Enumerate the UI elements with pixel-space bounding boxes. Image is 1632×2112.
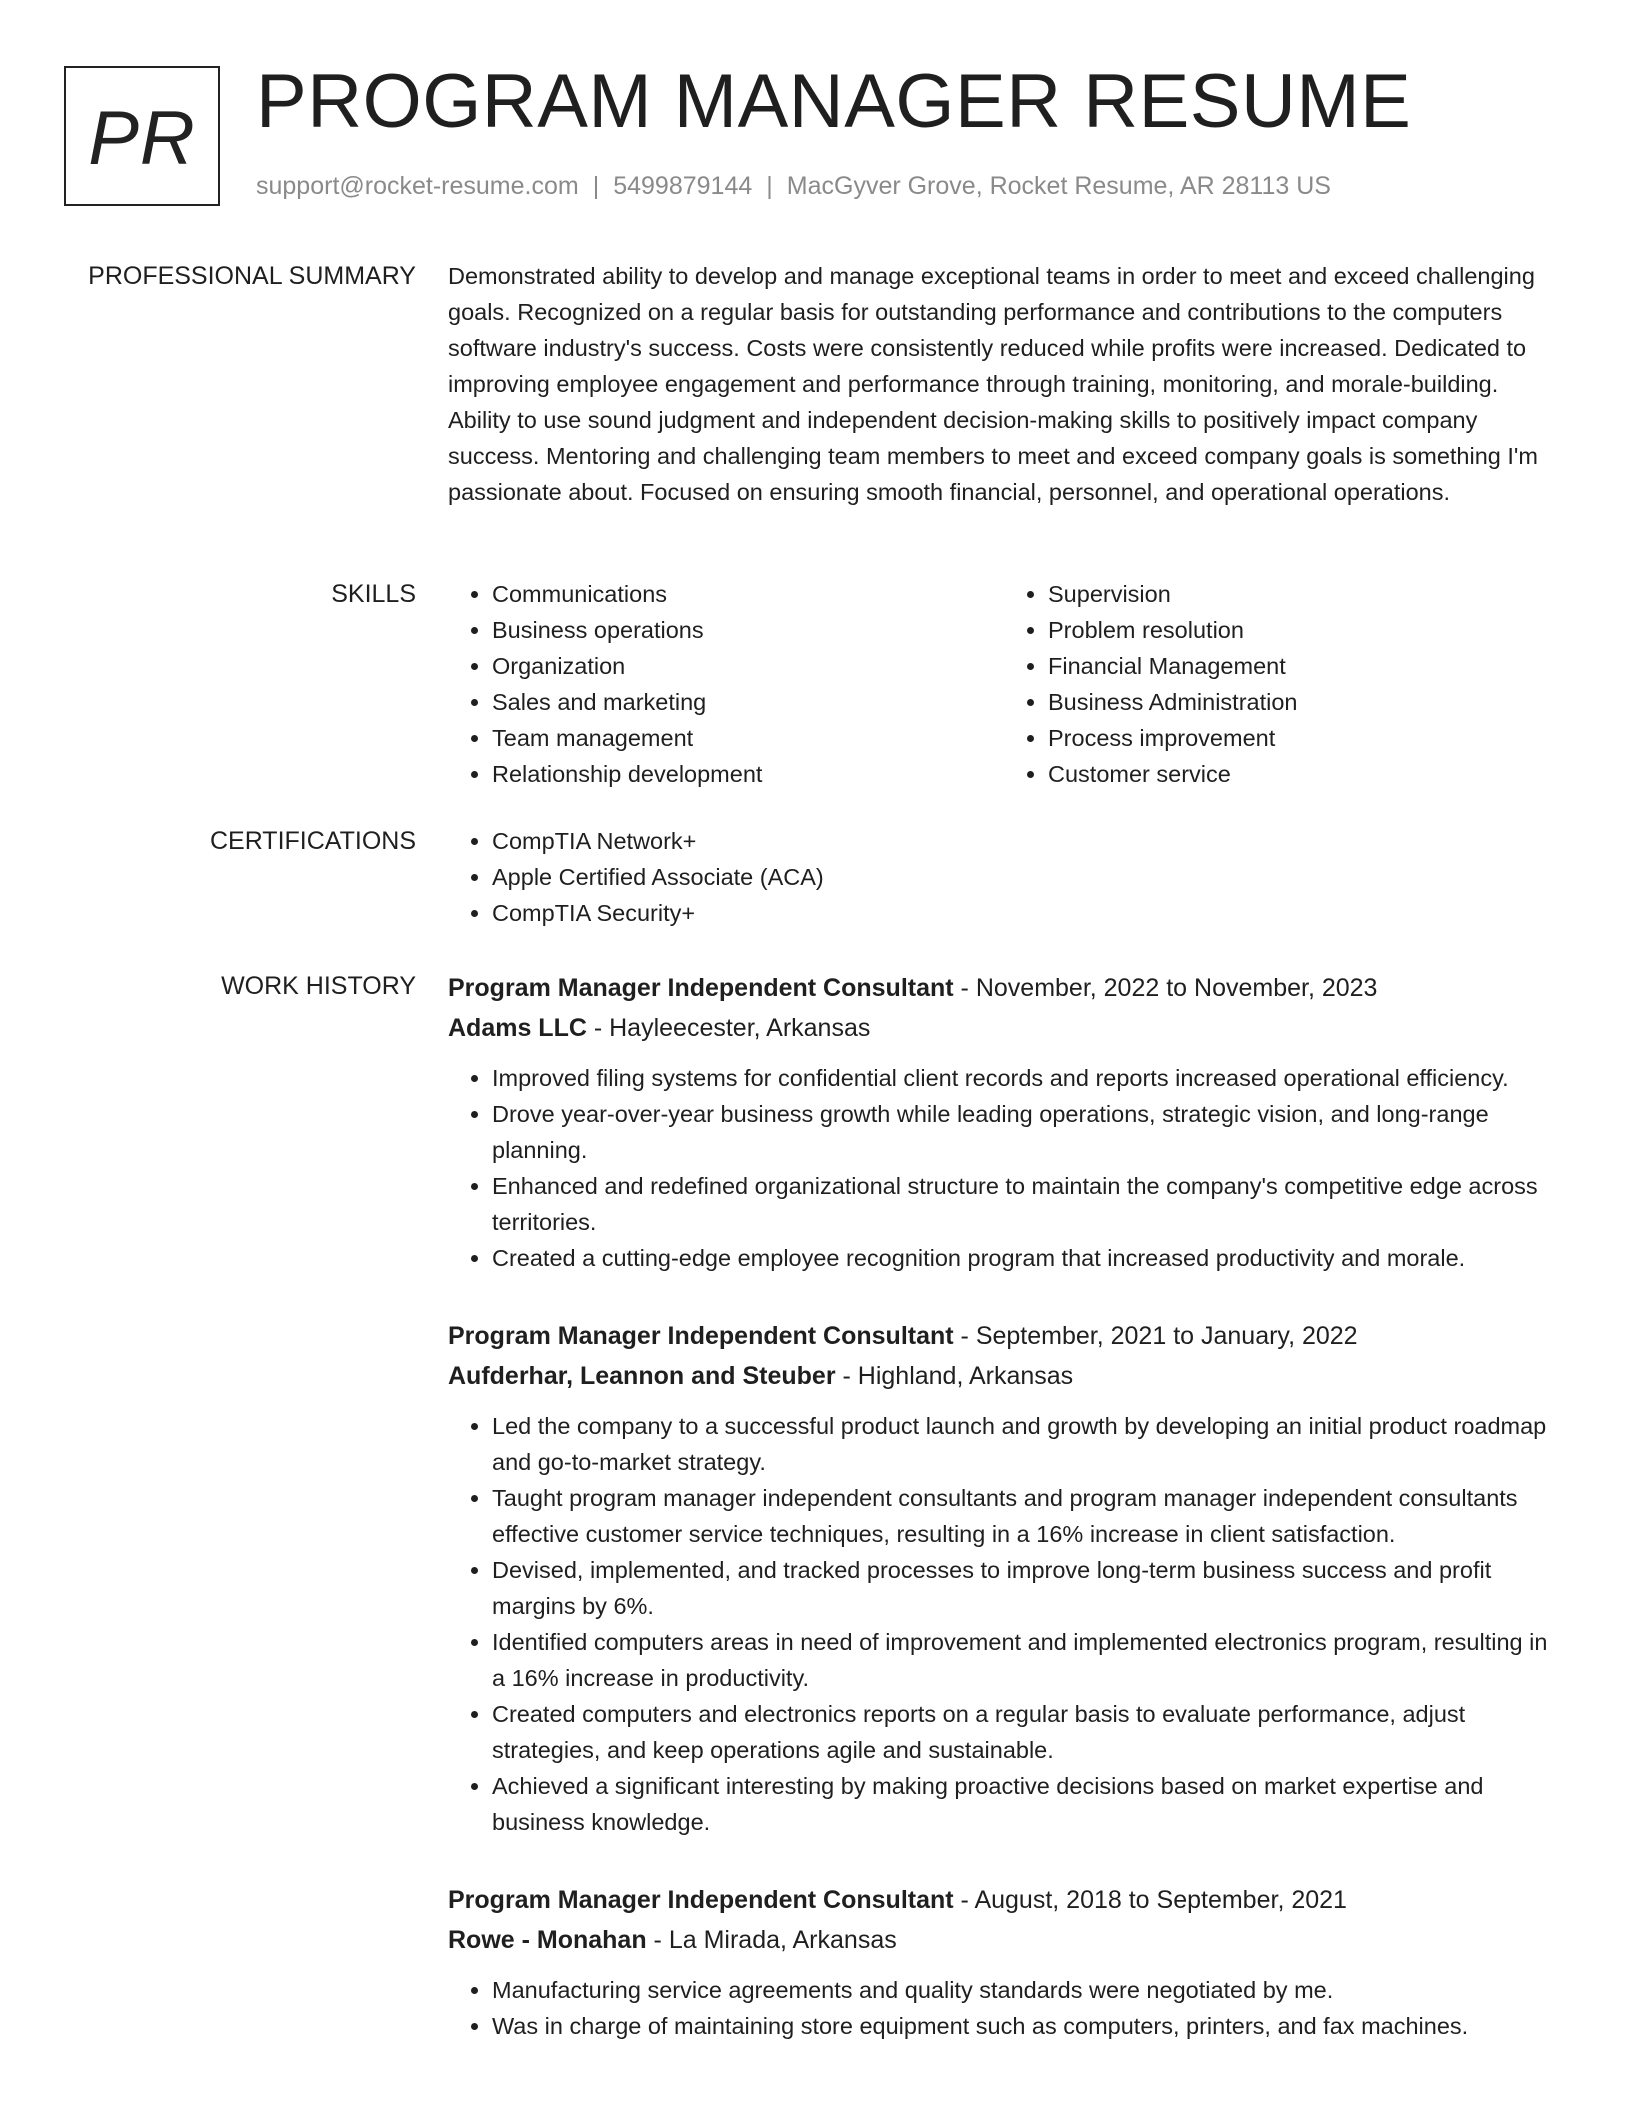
job-entry [448, 1880, 1560, 2044]
skills-list-right [1004, 576, 1560, 792]
job-title-line [448, 1880, 1560, 1920]
job-entry [448, 968, 1560, 1276]
job-company-line [448, 1920, 1560, 1960]
job-bullet: • Taught program manager independent consultants and program manager independent consultants effective customer service techniques, resulting in a 16% increase in client satisfaction. [492, 1480, 1560, 1552]
certifications-body [448, 823, 1560, 931]
summary-body [448, 258, 1560, 510]
skill-item: • Financial Management [1048, 648, 1560, 684]
job-bullet: • Improved filing systems for confidential client records and reports increased operational efficiency. [492, 1060, 1560, 1096]
job-dates: - November, 2022 to November, 2023 [953, 974, 1378, 1002]
job-company-line [448, 1356, 1560, 1396]
skills-list-left [448, 576, 1004, 792]
job-entry [448, 1316, 1560, 1840]
job-dates: - September, 2021 to January, 2022 [953, 1322, 1358, 1350]
certification-item: • CompTIA Network+ [492, 823, 1560, 859]
skills-heading: SKILLS [331, 580, 416, 608]
job-bullets [448, 1408, 1560, 1840]
contact-separator: | [592, 172, 600, 200]
job-location: - Highland, Arkansas [835, 1362, 1074, 1390]
job-bullet: • Created a cutting-edge employee recognition program that increased productivity and morale. [492, 1240, 1560, 1276]
job-bullet: • Enhanced and redefined organizational structure to maintain the company's competitive edge across territories. [492, 1168, 1560, 1240]
job-company: Adams LLC [448, 1014, 587, 1042]
job-dates: - August, 2018 to September, 2021 [953, 1886, 1347, 1914]
contact-separator: | [766, 172, 773, 200]
contact-phone: 5499879144 [613, 172, 753, 200]
skill-item: • Supervision [1048, 576, 1560, 612]
skill-item: • Business operations [492, 612, 1004, 648]
job-company-line [448, 1008, 1560, 1048]
job-bullet: • Was in charge of maintaining store equipment such as computers, printers, and fax machines. [492, 2008, 1560, 2044]
job-bullets [448, 1972, 1560, 2044]
contact-email: support@rocket-resume.com [256, 172, 579, 200]
job-title: Program Manager Independent Consultant [448, 974, 954, 1002]
skill-item: • Sales and marketing [492, 684, 1004, 720]
job-location: - La Mirada, Arkansas [646, 1926, 897, 1954]
resume-title: PROGRAM MANAGER RESUME [256, 59, 1412, 144]
summary-heading: PROFESSIONAL SUMMARY [88, 262, 416, 290]
skill-item: • Customer service [1048, 756, 1560, 792]
job-bullet: • Achieved a significant interesting by making proactive decisions based on market expertise and business knowledge. [492, 1768, 1560, 1840]
job-title-line [448, 968, 1560, 1008]
job-bullet: • Created computers and electronics reports on a regular basis to evaluate performance, adjust strategies, and keep operations agile and sustainable. [492, 1696, 1560, 1768]
certifications-list [448, 823, 1560, 931]
job-company: Aufderhar, Leannon and Steuber [448, 1362, 836, 1390]
certification-item: • CompTIA Security+ [492, 895, 1560, 931]
job-location: - Hayleecester, Arkansas [586, 1014, 871, 1042]
job-title-line [448, 1316, 1560, 1356]
contact-address: MacGyver Grove, Rocket Resume, AR 28113 US [786, 172, 1331, 200]
job-bullet: • Manufacturing service agreements and quality standards were negotiated by me. [492, 1972, 1560, 2008]
job-bullets [448, 1060, 1560, 1276]
job-company: Rowe - Monahan [448, 1926, 647, 1954]
monogram-initials: PR [88, 95, 196, 181]
work-history-heading: WORK HISTORY [221, 972, 416, 1000]
monogram-box [64, 66, 220, 206]
skill-item: • Business Administration [1048, 684, 1560, 720]
job-title: Program Manager Independent Consultant [448, 1886, 954, 1914]
skill-item: • Team management [492, 720, 1004, 756]
job-bullet: • Identified computers areas in need of improvement and implemented electronics program, resulting in a 16% increase in productivity. [492, 1624, 1560, 1696]
job-bullet: • Led the company to a successful product launch and growth by developing an initial product roadmap and go-to-market strategy. [492, 1408, 1560, 1480]
certification-item: • Apple Certified Associate (ACA) [492, 859, 1560, 895]
skill-item: • Problem resolution [1048, 612, 1560, 648]
work-history-body [448, 968, 1560, 2044]
summary-text: Demonstrated ability to develop and manage exceptional teams in order to meet and exceed challenging goals. Recognized on a regular basis for outstanding performance and contributions to the computers software industry's success. Costs were consistently reduced while profits were increased. Dedicated to improving employee engagement and performance through training, monitoring, and morale-building. Ability to use sound judgment and independent decision-making skills to positively impact company success. Mentoring and challenging team members to meet and exceed company goals is something I'm passionate about. Focused on ensuring smooth financial, personnel, and operational operations. [448, 263, 1538, 505]
contact-line [256, 172, 1331, 201]
skill-item: • Process improvement [1048, 720, 1560, 756]
job-bullet: • Drove year-over-year business growth while leading operations, strategic vision, and long-range planning. [492, 1096, 1560, 1168]
skill-item: • Relationship development [492, 756, 1004, 792]
job-title: Program Manager Independent Consultant [448, 1322, 954, 1350]
job-bullet: • Devised, implemented, and tracked processes to improve long-term business success and profit margins by 6%. [492, 1552, 1560, 1624]
certifications-heading: CERTIFICATIONS [209, 827, 416, 855]
skill-item: • Organization [492, 648, 1004, 684]
skill-item: • Communications [492, 576, 1004, 612]
skills-body [448, 576, 1560, 792]
